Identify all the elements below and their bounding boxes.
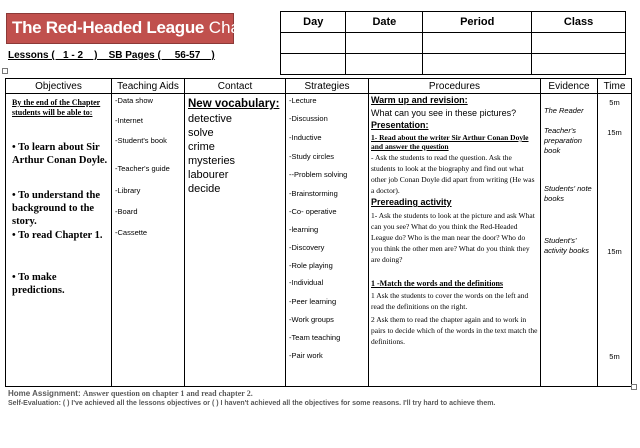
warmup-title: Warm up and revision:: [371, 95, 468, 105]
strategy-item: -Discussion: [289, 114, 328, 123]
vocabulary-word: decide: [188, 183, 221, 195]
date-header: Date: [346, 12, 423, 33]
procedures-cell: [369, 94, 541, 387]
objectives-intro: By the end of the Chapter students will be able to:: [12, 98, 101, 117]
home-assignment: Home Assignment: Answer question on chapter 1 and read chapter 2.: [8, 389, 253, 398]
procedures-header: Procedures: [369, 79, 541, 94]
match-text-1: 1 Ask the students to cover the words on the left and read the definitions on the right.: [371, 291, 529, 311]
objectives-cell: [6, 94, 112, 387]
strategy-item: -Co- operative: [289, 207, 337, 216]
presentation-text: - Ask the students to read the question. Ask the students to look at the biography and find out what other job Conan Doyle did apart from writing (He was a doctor).: [371, 153, 535, 195]
day-cell[interactable]: [281, 33, 346, 54]
presentation-title: Presentation:: [371, 120, 429, 130]
strategy-item: -Discovery: [289, 243, 325, 252]
date-cell[interactable]: [346, 33, 423, 54]
strategy-item: -Inductive: [289, 133, 322, 142]
teaching-aids-cell: [112, 94, 185, 387]
time-value: 5m: [609, 98, 620, 107]
strategy-item: -Team teaching: [289, 333, 341, 342]
objectives-header: Objectives: [6, 79, 112, 94]
time-header: Time: [598, 79, 632, 94]
evidence-item: Student's' activity books: [544, 236, 590, 255]
table-resize-handle[interactable]: [631, 384, 637, 390]
strategy-item: -Individual: [289, 278, 324, 287]
strategy-item: --Problem solving: [289, 170, 348, 179]
evidence-cell: [541, 94, 598, 387]
match-text-2: 2 Ask them to read the chapter again and to work in pairs to decide which of the words in the text match the definitions.: [371, 315, 538, 346]
lessons-line: Lessons ( 1 - 2 ) SB Pages ( 56-57 ): [8, 50, 215, 61]
time-cell: [598, 94, 632, 387]
evidence-item: Students' note books: [544, 184, 592, 203]
period-cell[interactable]: [423, 33, 532, 54]
vocabulary-title: New vocabulary:: [188, 98, 280, 110]
strategy-item: -Pair work: [289, 351, 323, 360]
teaching-aid-item: -Board: [115, 207, 138, 216]
page-title: The Red-Headed League Chapter 1: [12, 18, 284, 37]
teaching-aid-item: -Teacher's guide: [115, 164, 170, 173]
evidence-item: The Reader: [544, 106, 584, 115]
class-cell[interactable]: [532, 54, 626, 75]
strategy-item: -Study circles: [289, 152, 335, 161]
day-cell[interactable]: [281, 54, 346, 75]
schedule-table: [280, 11, 626, 75]
strategy-item: -learning: [289, 225, 319, 234]
strategy-item: -Peer learning: [289, 297, 337, 306]
objective-item: • To make predictions.: [12, 272, 65, 296]
teaching-aid-item: -Cassette: [115, 228, 148, 237]
prereading-text: 1- Ask the students to look at the picture and ask What can you see? What do you think the Red-Headed League do? Who is the man near the door? Who do you think the other men are? What do you think they are doing?: [371, 211, 535, 264]
vocabulary-word: solve: [188, 127, 214, 139]
objective-item: • To understand the background to the story.: [12, 190, 100, 227]
objective-item: • To read Chapter 1.: [12, 230, 103, 241]
strategies-cell: [286, 94, 369, 387]
strategy-item: -Role playing: [289, 261, 333, 270]
vocabulary-word: crime: [188, 141, 215, 153]
vocabulary-word: detective: [188, 113, 233, 125]
contact-cell: [185, 94, 286, 387]
teaching-aid-item: -Data show: [115, 96, 153, 105]
prereading-title: Prereading activity: [371, 197, 452, 207]
class-header: Class: [532, 12, 626, 33]
self-evaluation: Self-Evaluation: ( ) I've achieved all the lessons objectives or ( ) I haven't achieved all the objectives for some reasons. I'll try hard to achieve them.: [8, 400, 496, 407]
period-cell[interactable]: [423, 54, 532, 75]
vocabulary-word: labourer: [188, 169, 229, 181]
strategy-item: -Lecture: [289, 96, 317, 105]
teaching-aid-item: -Internet: [115, 116, 143, 125]
teaching-aid-item: -Library: [115, 186, 141, 195]
time-value: 5m: [609, 352, 620, 361]
lesson-plan-table: [5, 78, 632, 387]
date-cell[interactable]: [346, 54, 423, 75]
class-cell[interactable]: [532, 33, 626, 54]
time-value: 15m: [607, 128, 622, 137]
day-header: Day: [281, 12, 346, 33]
contact-header: Contact: [185, 79, 286, 94]
teaching-aid-item: -Student's book: [115, 136, 167, 145]
strategy-item: -Work groups: [289, 315, 334, 324]
time-value: 15m: [607, 247, 622, 256]
match-title: 1 -Match the words and the definitions: [371, 279, 504, 288]
evidence-header: Evidence: [541, 79, 598, 94]
strategy-item: -Brainstorming: [289, 189, 338, 198]
period-header: Period: [423, 12, 532, 33]
strategies-header: Strategies: [286, 79, 369, 94]
warmup-question: What can you see in these pictures?: [371, 108, 517, 118]
teaching-aids-header: Teaching Aids: [112, 79, 185, 94]
table-move-handle[interactable]: [2, 68, 8, 74]
vocabulary-word: mysteries: [188, 155, 236, 167]
evidence-item: Teacher's preparation book: [544, 126, 582, 155]
presentation-subtitle: 1- Read about the writer Sir Arthur Conan Doyle and answer the question: [371, 133, 529, 151]
objective-item: • To learn about Sir Arthur Conan Doyle.: [12, 142, 108, 166]
